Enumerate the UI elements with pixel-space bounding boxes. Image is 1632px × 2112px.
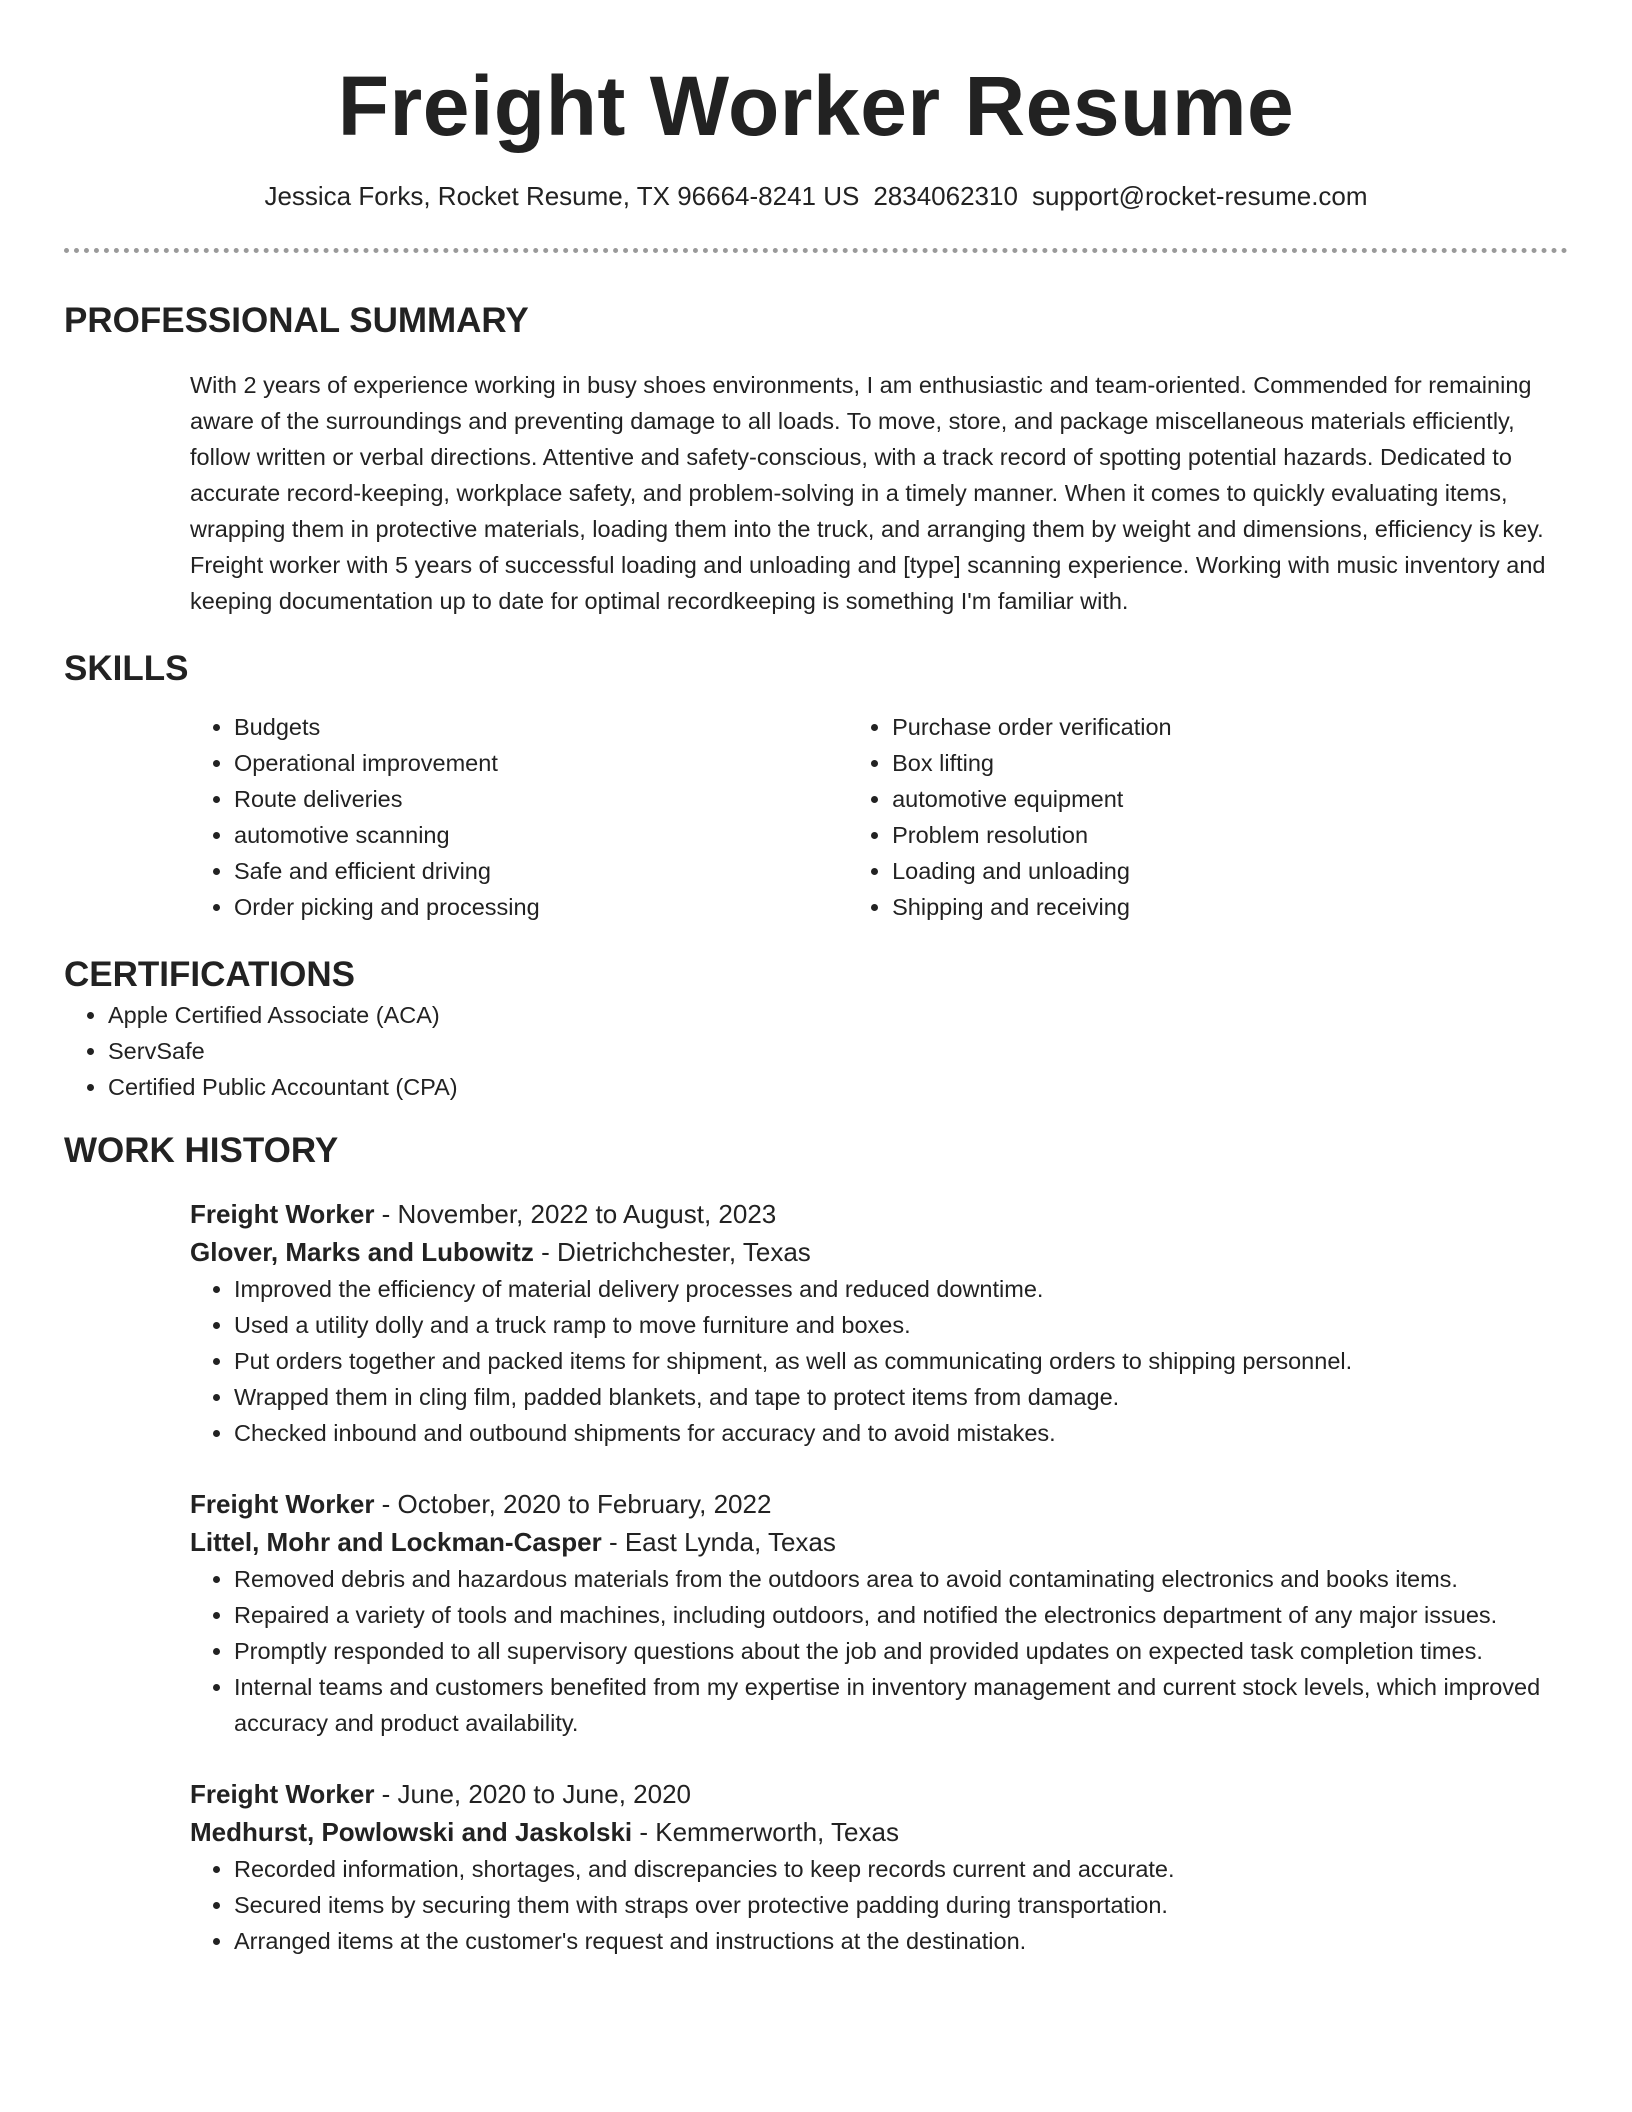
certifications-heading: CERTIFICATIONS xyxy=(64,955,356,994)
job-title-line xyxy=(190,1775,1568,1813)
certification-item: • Apple Certified Associate (ACA) xyxy=(108,997,1568,1033)
summary-paragraph: With 2 years of experience working in busy shoes environments, I am enthusiastic and team-oriented. Commended for remaining aware of the surroundings and preventing damage to all loads. To move, store, and package miscellaneous materials efficiently, follow written or verbal directions. Attentive and safety-conscious, with a track record of spotting potential hazards. Dedicated to accurate record-keeping, workplace safety, and problem-solving in a timely manner. When it comes to quickly evaluating items, wrapping them in protective materials, loading them into the truck, and arranging them by weight and dimensions, efficiency is key. Freight worker with 5 years of successful loading and unloading and [type] scanning experience. Working with music inventory and keeping documentation up to date for optimal recordkeeping is something I'm familiar with. xyxy=(190,372,1546,614)
job-bullet: • Wrapped them in cling film, padded blankets, and tape to protect items from damage. xyxy=(234,1379,1568,1415)
job-location: - East Lynda, Texas xyxy=(601,1527,836,1557)
job-entry xyxy=(190,1195,1568,1451)
job-entry xyxy=(190,1775,1568,1959)
job-dates: - November, 2022 to August, 2023 xyxy=(374,1199,777,1229)
job-bullets xyxy=(190,1851,1568,1959)
skill-item: • Purchase order verification xyxy=(892,709,1568,745)
summary-heading: PROFESSIONAL SUMMARY xyxy=(64,301,529,340)
skill-item: • Operational improvement xyxy=(234,745,848,781)
skill-item: • Loading and unloading xyxy=(892,853,1568,889)
job-bullet: • Used a utility dolly and a truck ramp to move furniture and boxes. xyxy=(234,1307,1568,1343)
job-bullet: • Arranged items at the customer's request and instructions at the destination. xyxy=(234,1923,1568,1959)
work-history-heading: WORK HISTORY xyxy=(64,1131,339,1170)
skill-item: • Order picking and processing xyxy=(234,889,848,925)
resume-title: Freight Worker Resume xyxy=(337,59,1295,153)
skill-item: • Box lifting xyxy=(892,745,1568,781)
contact-phone: 2834062310 xyxy=(873,181,1018,211)
skill-item: • automotive scanning xyxy=(234,817,848,853)
job-company-line xyxy=(190,1813,1568,1851)
job-bullet: • Put orders together and packed items for shipment, as well as communicating orders to shipping personnel. xyxy=(234,1343,1568,1379)
job-bullet: • Removed debris and hazardous materials from the outdoors area to avoid contaminating electronics and books items. xyxy=(234,1561,1568,1597)
contact-address: Jessica Forks, Rocket Resume, TX 96664-8241 US xyxy=(264,181,860,211)
dotted-divider xyxy=(64,248,1568,253)
job-bullet: • Recorded information, shortages, and discrepancies to keep records current and accurate. xyxy=(234,1851,1568,1887)
job-bullets xyxy=(190,1271,1568,1451)
skill-item: • Problem resolution xyxy=(892,817,1568,853)
skill-item: • automotive equipment xyxy=(892,781,1568,817)
skill-item: • Shipping and receiving xyxy=(892,889,1568,925)
certifications-list xyxy=(64,997,1568,1105)
contact-line xyxy=(64,178,1568,214)
job-bullet: • Internal teams and customers benefited from my expertise in inventory management and current stock levels, which improved accuracy and product availability. xyxy=(234,1669,1568,1741)
job-title-line xyxy=(190,1195,1568,1233)
job-bullet: • Secured items by securing them with straps over protective padding during transportation. xyxy=(234,1887,1568,1923)
job-bullet: • Repaired a variety of tools and machines, including outdoors, and notified the electronics department of any major issues. xyxy=(234,1597,1568,1633)
job-location: - Dietrichchester, Texas xyxy=(533,1237,811,1267)
job-company: Littel, Mohr and Lockman-Casper xyxy=(190,1527,602,1557)
job-bullet: • Promptly responded to all supervisory questions about the job and provided updates on expected task completion times. xyxy=(234,1633,1568,1669)
job-company: Medhurst, Powlowski and Jaskolski xyxy=(190,1817,633,1847)
job-title: Freight Worker xyxy=(190,1489,375,1519)
skills-column-2 xyxy=(848,709,1568,925)
skills-heading: SKILLS xyxy=(64,649,189,688)
job-company-line xyxy=(190,1523,1568,1561)
job-bullet: • Checked inbound and outbound shipments for accuracy and to avoid mistakes. xyxy=(234,1415,1568,1451)
skills-column-1 xyxy=(190,709,848,925)
skill-item: • Route deliveries xyxy=(234,781,848,817)
job-company: Glover, Marks and Lubowitz xyxy=(190,1237,534,1267)
job-location: - Kemmerworth, Texas xyxy=(632,1817,899,1847)
job-title-line xyxy=(190,1485,1568,1523)
job-title: Freight Worker xyxy=(190,1199,375,1229)
certification-item: • ServSafe xyxy=(108,1033,1568,1069)
contact-email: support@rocket-resume.com xyxy=(1031,181,1368,211)
skill-item: • Budgets xyxy=(234,709,848,745)
job-entry xyxy=(190,1485,1568,1741)
job-dates: - October, 2020 to February, 2022 xyxy=(374,1489,772,1519)
skill-item: • Safe and efficient driving xyxy=(234,853,848,889)
job-title: Freight Worker xyxy=(190,1779,375,1809)
resume-page xyxy=(64,0,1568,1959)
job-dates: - June, 2020 to June, 2020 xyxy=(374,1779,692,1809)
certification-item: • Certified Public Accountant (CPA) xyxy=(108,1069,1568,1105)
job-company-line xyxy=(190,1233,1568,1271)
skills-grid xyxy=(190,709,1568,925)
job-bullet: • Improved the efficiency of material delivery processes and reduced downtime. xyxy=(234,1271,1568,1307)
job-bullets xyxy=(190,1561,1568,1741)
